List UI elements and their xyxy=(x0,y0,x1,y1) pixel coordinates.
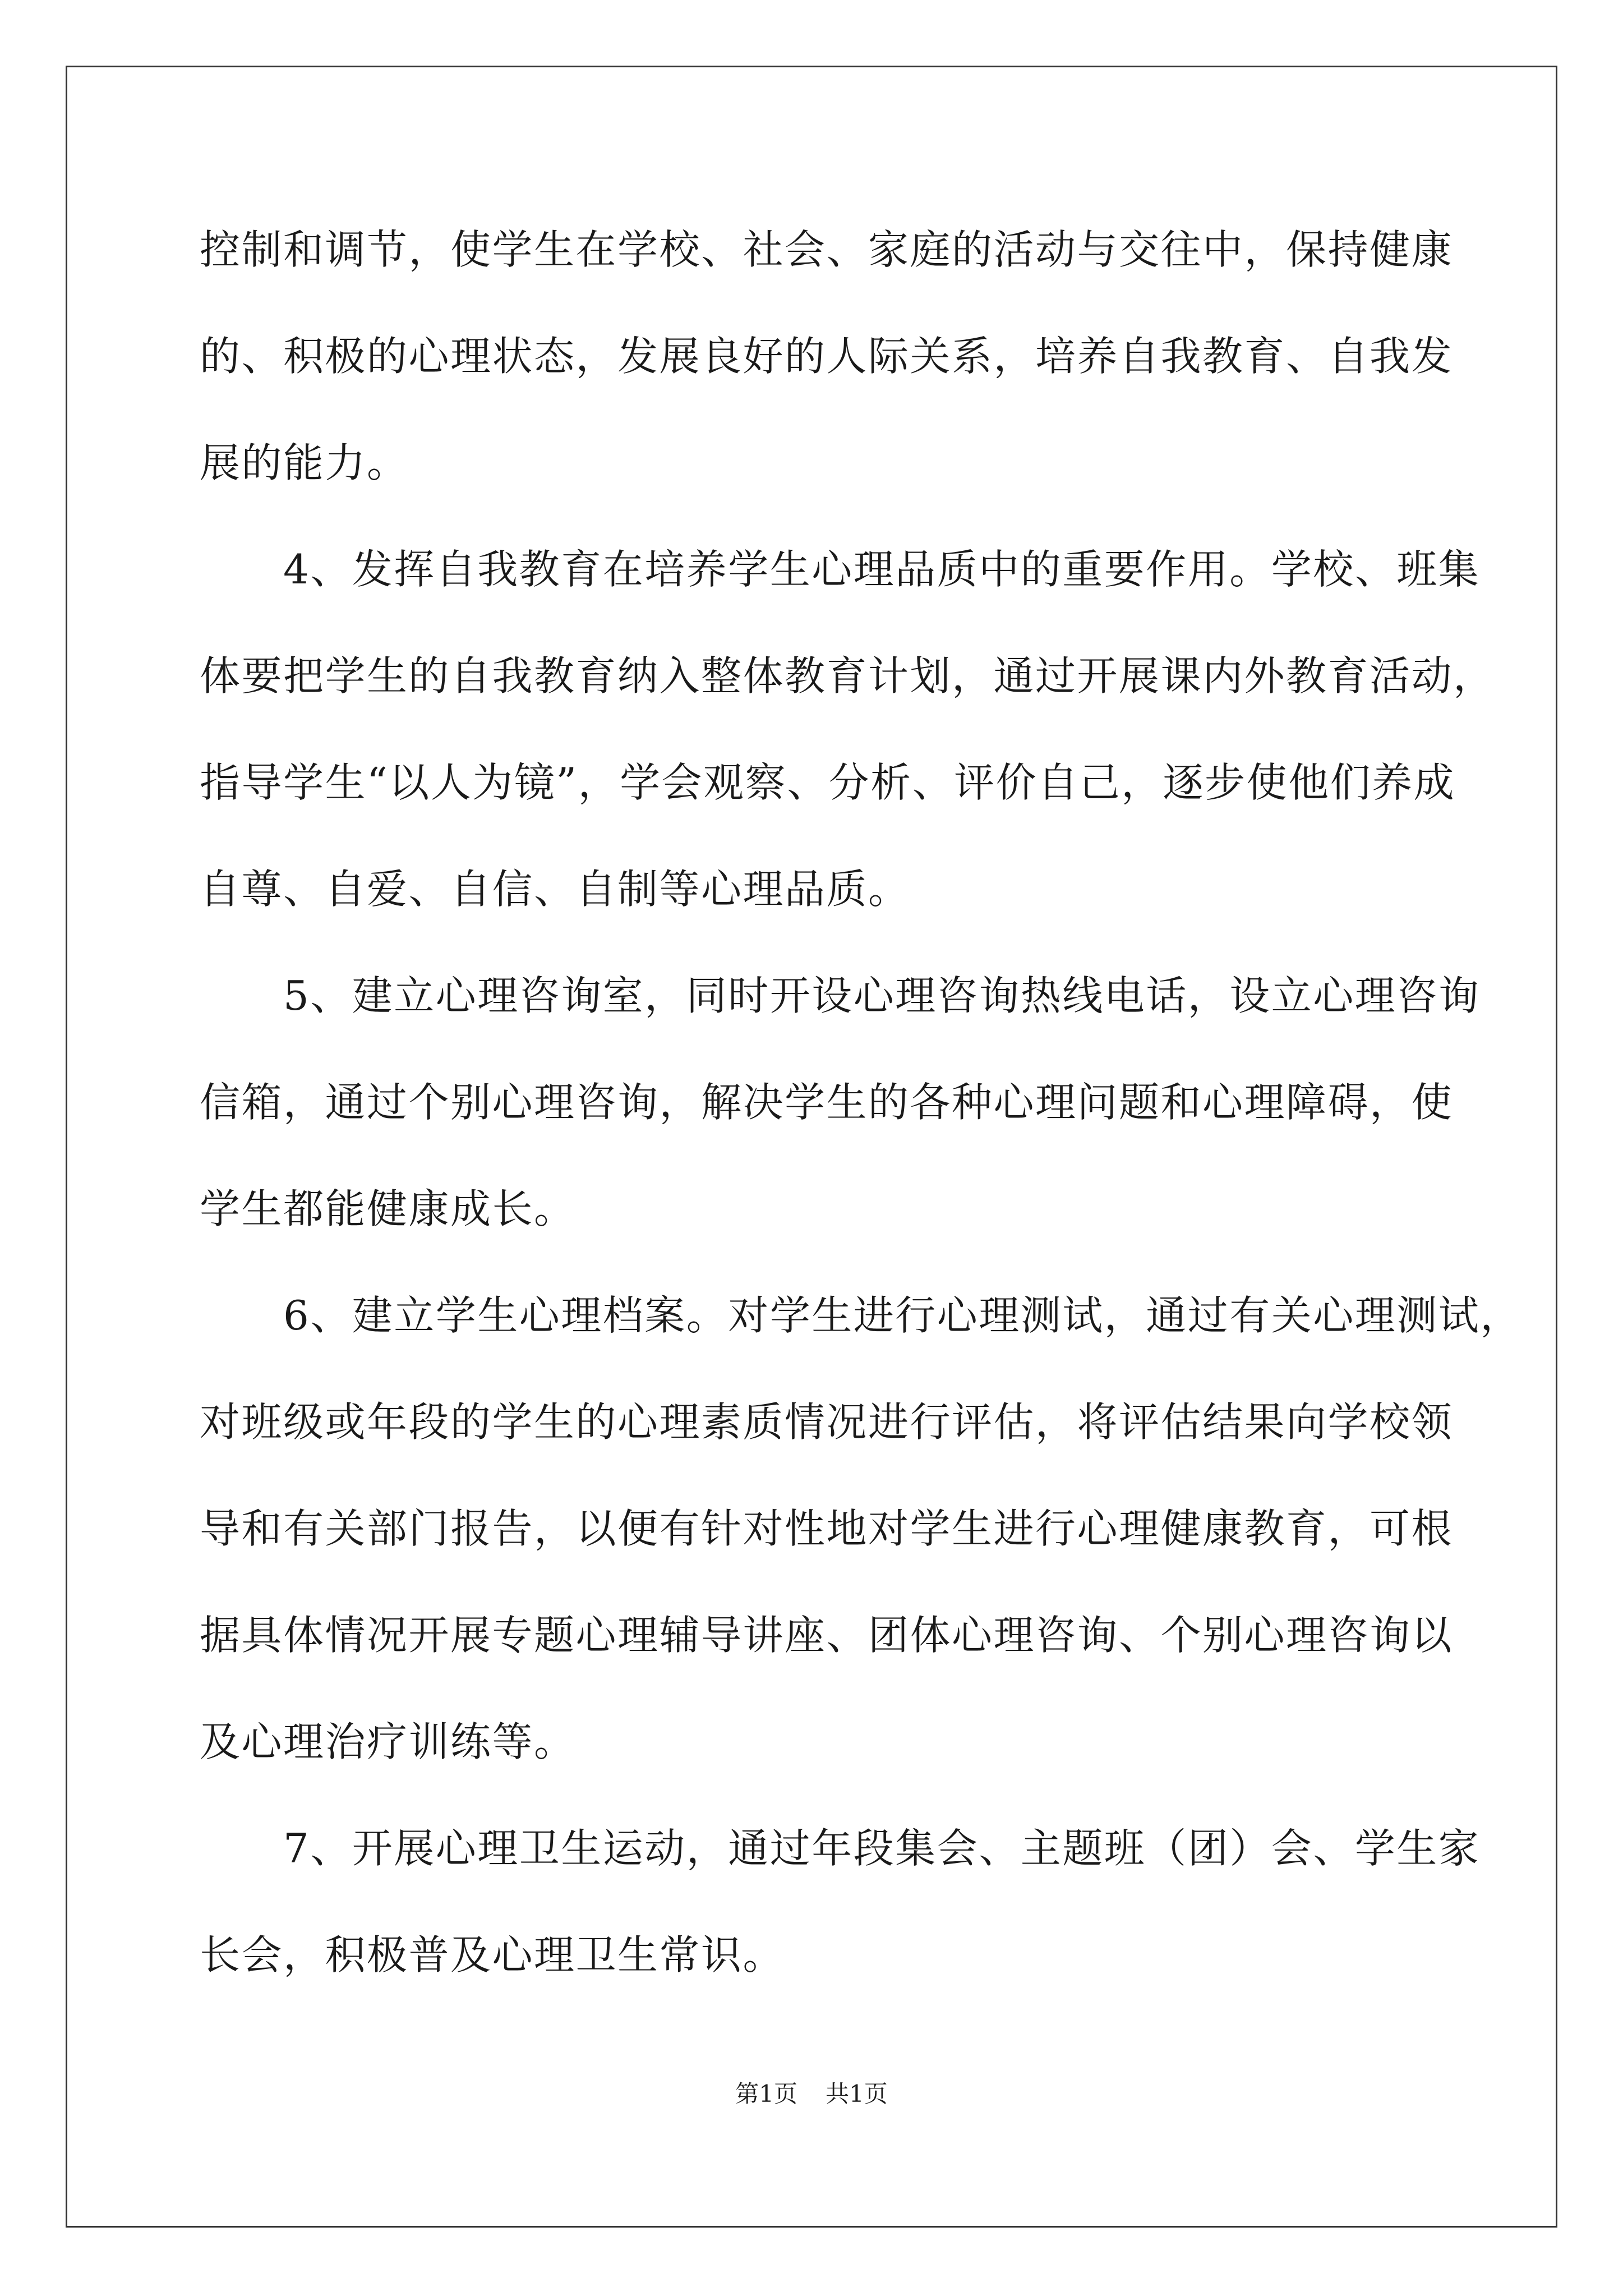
text-line: 对班级或年段的学生的心理素质情况进行评估，将评估结果向学校领 xyxy=(200,1398,1454,1446)
text-line: 及心理治疗训练等。 xyxy=(200,1718,576,1765)
text-line: 学生都能健康成长。 xyxy=(200,1185,576,1232)
text-line: 导和有关部门报告，以便有针对性地对学生进行心理健康教育，可根 xyxy=(200,1505,1454,1552)
page-number-current: 第1页 xyxy=(735,2080,797,2108)
text-line: 展的能力。 xyxy=(200,439,409,486)
text-line: 据具体情况开展专题心理辅导讲座、团体心理咨询、个别心理咨询以 xyxy=(200,1612,1454,1659)
text-line: 7、开展心理卫生运动，通过年段集会、主题班（团）会、学生家 xyxy=(200,1825,1481,1872)
page-number-total: 共1页 xyxy=(826,2080,888,2108)
page-footer xyxy=(0,2076,1623,2109)
text-line: 5、建立心理咨询室，同时开设心理咨询热线电话，设立心理咨询 xyxy=(200,972,1481,1019)
text-line: 的、积极的心理状态，发展良好的人际关系，培养自我教育、自我发 xyxy=(200,333,1454,380)
text-line: 体要把学生的自我教育纳入整体教育计划，通过开展课内外教育活动， xyxy=(200,652,1495,700)
document-body xyxy=(200,216,1522,2028)
text-line: 指导学生“以人为镜”，学会观察、分析、评价自己，逐步使他们养成 xyxy=(200,759,1456,806)
text-line: 长会，积极普及心理卫生常识。 xyxy=(200,1931,785,1978)
text-line: 信箱，通过个别心理咨询，解决学生的各种心理问题和心理障碍，使 xyxy=(200,1079,1454,1126)
text-line: 4、发挥自我教育在培养学生心理品质中的重要作用。学校、班集 xyxy=(200,546,1481,593)
text-line: 控制和调节，使学生在学校、社会、家庭的活动与交往中，保持健康 xyxy=(200,226,1454,273)
text-line: 6、建立学生心理档案。对学生进行心理测试，通过有关心理测试， xyxy=(200,1292,1522,1339)
text-line: 自尊、自爱、自信、自制等心理品质。 xyxy=(200,866,910,913)
